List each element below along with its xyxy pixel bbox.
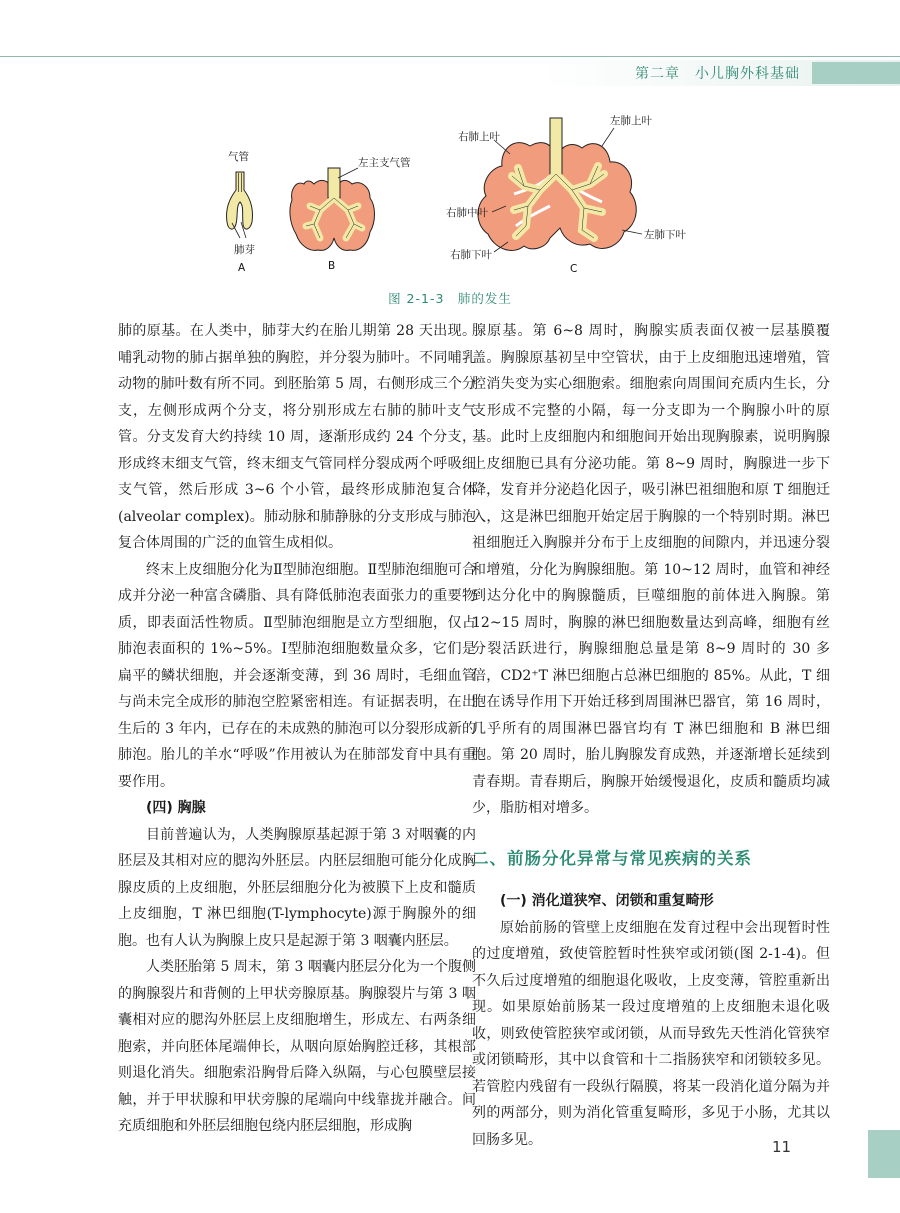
subsection-heading: (四) 胸腺	[146, 800, 206, 816]
page-edge-tab	[868, 1130, 900, 1178]
panel-b-illustration	[290, 168, 375, 250]
label-lung-bud: 肺芽	[234, 244, 255, 256]
section-heading: 二、前肠分化异常与常见疾病的关系	[472, 848, 752, 868]
page-number: 11	[772, 1138, 792, 1156]
label-right-middle-lobe: 右肺中叶	[446, 207, 488, 219]
right-column	[472, 318, 830, 1153]
label-left-main-bronchus: 左主支气管	[358, 157, 411, 169]
left-column	[118, 318, 476, 1140]
paragraph: 腺原基。第 6~8 周时，胸腺实质表面仅被一层基膜覆盖。胸腺原基初呈中空管状，由于上皮细胞迅速增殖，管腔消失变为实心细胞索。细胞索向周围间充质内生长，分支形成不完整的小隔，每一分支即为一个胸腺小叶的原基。此时上皮细胞内和细胞间开始出现胸腺素，说明胸腺上皮细胞已具有分泌功能。第 8~9 周时，胸腺进一步下降，发育并分泌趋化因子，吸引淋巴祖细胞和原 T 细胞迁入，这是淋巴细胞开始定居于胸腺的一个特别时期。淋巴祖细胞迁入胸腺并分布于上皮细胞的间隙内，并迅速分裂和增殖，分化为胸腺细胞。第 10~12 周时，血管和神经到达分化中的胸腺髓质，巨噬细胞的前体进入胸腺。第 12~15 周时，胸腺的淋巴细胞数量达到高峰，细胞有丝分裂活跃进行，胸腺细胞总量是第 8~9 周时的 30 多倍，CD2⁺T 淋巴细胞占总淋巴细胞的 85%。从此，T 细胞在诱导作用下开始迁移到周围淋巴器官，第 16 周时，几乎所有的周围淋巴器官均有 T 淋巴细胞和 B 淋巴细胞。第 20 周时，胎儿胸腺发育成熟，并逐渐增长延续到青春期。青春期后，胸腺开始缓慢退化，皮质和髓质均减少，脂肪相对增多。	[472, 323, 830, 816]
label-trachea: 气管	[228, 151, 249, 163]
paragraph: 原始前肠的管壁上皮细胞在发育过程中会出现暂时性的过度增殖，致使管腔暂时性狭窄或闭锁(图 2-1-4)。但不久后过度增殖的细胞退化吸收，上皮变薄，管腔重新出现。如果原始前肠某一段过度增殖的上皮细胞未退化吸收，则致使管腔狭窄或闭锁，从而导致先天性消化管狭窄或闭锁畸形，其中以食管和十二指肠狭窄和闭锁较多见。若管腔内残留有一段纵行隔膜，将某一段消化道分隔为并列的两部分，则为消化管重复畸形，多见于小肠，尤其以回肠多见。	[472, 919, 830, 1148]
panel-c-letter: C	[570, 263, 578, 275]
paragraph: 人类胚胎第 5 周末，第 3 咽囊内胚层分化为一个腹侧的胸腺裂片和背侧的上甲状旁腺原基。胸腺裂片与第 3 咽囊相对应的腮沟外胚层上皮细胞增生，形成左、右两条细胞索，并向胚体尾端伸长，从咽向原始胸腔迁移，其根部则退化消失。细胞索沿胸骨后降入纵隔，与心包膜壁层接触，并于甲状腺和甲状旁腺的尾端向中线靠拢并融合。间充质细胞和外胚层细胞包绕内胚层细胞，形成胸	[118, 959, 476, 1134]
panel-c-illustration	[478, 118, 642, 252]
header-rule	[0, 56, 900, 57]
lung-development-figure	[210, 106, 690, 286]
figure-caption: 图 2-1-3 肺的发生	[388, 291, 512, 306]
paragraph: 肺的原基。在人类中，肺芽大约在胎儿期第 28 天出现。哺乳动物的肺占据单独的胸腔，并分裂为肺叶。不同哺乳动物的肺叶数有所不同。到胚胎第 5 周，右侧形成三个分支，左侧形成两个分支，将分别形成左右肺的肺叶支气管。分支发育大约持续 10 周，逐渐形成约 24 个分支，形成终末细支气管，终末细支气管同样分裂成两个呼吸细支气管，然后形成 3~6 个小管，最终形成肺泡复合体(alveolar complex)。肺动脉和肺静脉的分支形成与肺泡复合体周围的广泛的血管生成相似。	[118, 323, 476, 551]
header-tab	[812, 62, 900, 84]
label-left-lower-lobe: 左肺下叶	[644, 229, 686, 241]
paragraph: 终末上皮细胞分化为Ⅱ型肺泡细胞。Ⅱ型肺泡细胞可合成并分泌一种富含磷脂、具有降低肺泡表面张力的重要物质，即表面活性物质。Ⅱ型肺泡细胞是立方型细胞，仅占肺泡表面积的 1%~5%。Ⅰ型肺泡细胞数量众多，它们是扁平的鳞状细胞，并会逐渐变薄，到 36 周时，毛细血管与尚未完全成形的肺泡空腔紧密相连。有证据表明，在出生后的 3 年内，已存在的未成熟的肺泡可以分裂形成新的肺泡。胎儿的羊水“呼吸”作用被认为在肺部发育中具有重要作用。	[118, 561, 476, 790]
label-right-lower-lobe: 右肺下叶	[450, 249, 492, 261]
subsection-heading: (一) 消化道狭窄、闭锁和重复畸形	[500, 893, 714, 909]
label-left-upper-lobe: 左肺上叶	[610, 115, 652, 127]
label-right-upper-lobe: 右肺上叶	[458, 131, 500, 143]
paragraph: 目前普遍认为，人类胸腺原基起源于第 3 对咽囊的内胚层及其相对应的腮沟外胚层。内胚层细胞可能分化成胸腺皮质的上皮细胞，外胚层细胞分化为被膜下上皮和髓质上皮细胞，T 淋巴细胞(T-lymphocyte)源于胸腺外的细胞。也有人认为胸腺上皮只是起源于第 3 咽囊内胚层。	[118, 826, 476, 949]
panel-a-letter: A	[238, 262, 246, 274]
panel-b-letter: B	[328, 260, 336, 272]
panel-a-illustration	[227, 172, 253, 238]
running-header: 第二章 小儿胸外科基础	[635, 66, 800, 82]
